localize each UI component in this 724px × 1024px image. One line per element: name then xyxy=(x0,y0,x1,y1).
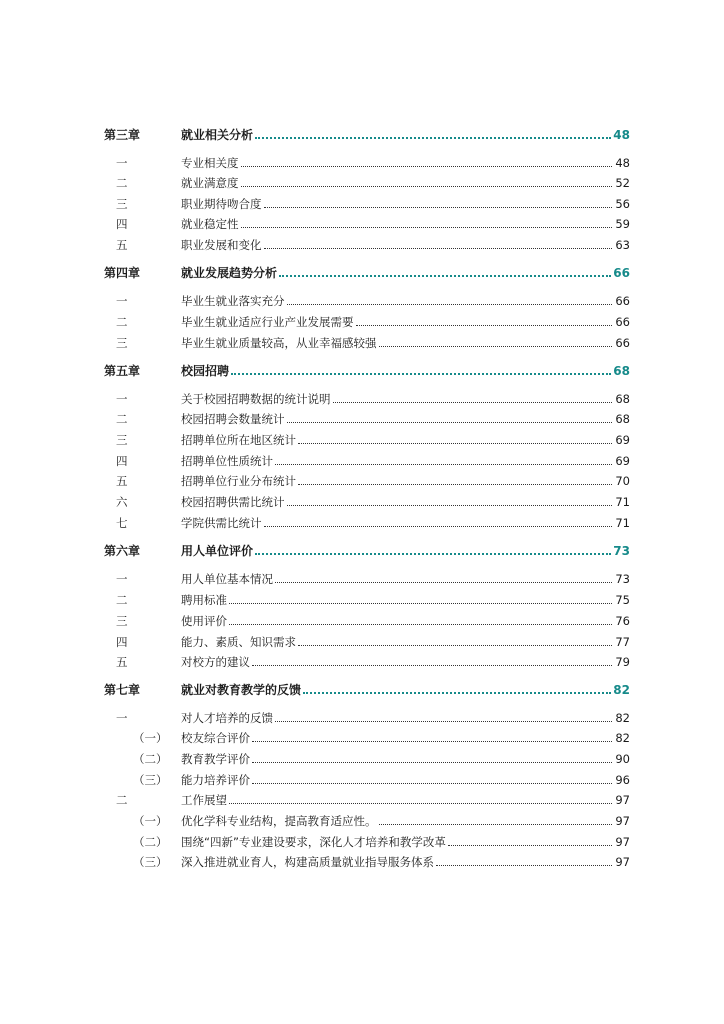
toc-entry-number: 一 xyxy=(116,392,128,406)
toc-chapter-entry[interactable] xyxy=(0,360,724,380)
toc-entry-page-number: 48 xyxy=(613,128,630,142)
toc-entry[interactable] xyxy=(0,429,724,449)
dot-leader xyxy=(252,783,612,784)
toc-entry-page-number: 56 xyxy=(615,197,630,211)
toc-entry[interactable] xyxy=(0,631,724,651)
toc-entry-number: 七 xyxy=(116,516,128,530)
toc-entry-number: （二） xyxy=(133,752,168,766)
toc-entry-page-number: 82 xyxy=(615,731,630,745)
toc-entry-title: 毕业生就业质量较高，从业幸福感较强 xyxy=(181,336,377,350)
dot-leader xyxy=(229,603,612,604)
toc-entry-number: 第七章 xyxy=(104,683,141,697)
dot-leader xyxy=(255,553,611,555)
dot-leader xyxy=(275,582,612,583)
toc-entry-title: 职业发展和变化 xyxy=(181,238,262,252)
toc-entry-number: 第六章 xyxy=(104,544,141,558)
toc-entry-number: 一 xyxy=(116,711,128,725)
toc-entry-title: 招聘单位行业分布统计 xyxy=(181,474,296,488)
toc-entry-title: 对人才培养的反馈 xyxy=(181,711,273,725)
toc-entry-page-number: 66 xyxy=(615,315,630,329)
toc-entry-title: 就业发展趋势分析 xyxy=(181,266,278,280)
toc-entry-title: 工作展望 xyxy=(181,793,227,807)
toc-entry-page-number: 97 xyxy=(615,814,630,828)
toc-entry-title: 用人单位基本情况 xyxy=(181,572,273,586)
toc-entry-title: 校友综合评价 xyxy=(181,731,250,745)
dot-leader xyxy=(379,824,613,825)
toc-entry-page-number: 97 xyxy=(615,793,630,807)
toc-entry-page-number: 48 xyxy=(615,156,630,170)
dot-leader xyxy=(241,166,613,167)
toc-entry-page-number: 71 xyxy=(615,495,630,509)
dot-leader xyxy=(229,803,612,804)
toc-entry-title: 招聘单位所在地区统计 xyxy=(181,433,296,447)
dot-leader xyxy=(241,186,613,187)
toc-entry-title: 用人单位评价 xyxy=(181,544,254,558)
toc-entry[interactable] xyxy=(0,568,724,588)
toc-entry-number: （三） xyxy=(133,773,168,787)
dot-leader xyxy=(252,762,612,763)
toc-entry-title: 校园招聘 xyxy=(181,364,230,378)
toc-entry-title: 能力培养评价 xyxy=(181,773,250,787)
dot-leader xyxy=(287,304,613,305)
toc-entry-page-number: 90 xyxy=(615,752,630,766)
toc-entry[interactable] xyxy=(0,727,724,747)
dot-leader xyxy=(241,227,613,228)
toc-entry-page-number: 69 xyxy=(615,433,630,447)
toc-entry-title: 使用评价 xyxy=(181,614,227,628)
toc-entry-number: （二） xyxy=(133,835,168,849)
dot-leader xyxy=(436,865,612,866)
toc-entry-number: 一 xyxy=(116,572,128,586)
dot-leader xyxy=(333,402,613,403)
toc-entry-page-number: 97 xyxy=(615,835,630,849)
toc-entry-page-number: 68 xyxy=(613,364,630,378)
toc-entry-number: 第四章 xyxy=(104,266,141,280)
toc-entry[interactable] xyxy=(0,213,724,233)
toc-entry[interactable] xyxy=(0,831,724,851)
toc-entry-number: 二 xyxy=(116,315,128,329)
toc-entry-number: 三 xyxy=(116,433,128,447)
toc-entry[interactable] xyxy=(0,769,724,789)
toc-entry-number: 三 xyxy=(116,614,128,628)
toc-entry-page-number: 97 xyxy=(615,855,630,869)
toc-entry-number: （一） xyxy=(133,814,168,828)
toc-entry-page-number: 69 xyxy=(615,454,630,468)
toc-entry[interactable] xyxy=(0,172,724,192)
toc-entry[interactable] xyxy=(0,707,724,727)
dot-leader xyxy=(264,207,613,208)
toc-entry-title: 毕业生就业落实充分 xyxy=(181,294,285,308)
toc-entry-title: 对校方的建议 xyxy=(181,655,250,669)
toc-entry-page-number: 75 xyxy=(615,593,630,607)
toc-entry-title: 围绕“四新”专业建设要求，深化人才培养和教学改革 xyxy=(181,835,446,849)
toc-entry-title: 校园招聘供需比统计 xyxy=(181,495,285,509)
toc-entry-number: 一 xyxy=(116,294,128,308)
toc-entry-number: 四 xyxy=(116,217,128,231)
toc-entry-page-number: 79 xyxy=(615,655,630,669)
toc-entry[interactable] xyxy=(0,193,724,213)
dot-leader xyxy=(255,137,611,139)
toc-entry-number: 五 xyxy=(116,655,128,669)
toc-entry-page-number: 66 xyxy=(615,294,630,308)
toc-entry-page-number: 71 xyxy=(615,516,630,530)
toc-entry-page-number: 82 xyxy=(613,683,630,697)
dot-leader xyxy=(229,624,612,625)
toc-entry-number: 二 xyxy=(116,593,128,607)
toc-entry-number: 六 xyxy=(116,495,128,509)
toc-entry-title: 招聘单位性质统计 xyxy=(181,454,273,468)
dot-leader xyxy=(231,373,611,375)
toc-entry-page-number: 68 xyxy=(615,392,630,406)
dot-leader xyxy=(303,692,611,694)
toc-entry[interactable] xyxy=(0,589,724,609)
toc-entry-title: 学院供需比统计 xyxy=(181,516,262,530)
toc-entry-number: 二 xyxy=(116,793,128,807)
toc-chapter-entry[interactable] xyxy=(0,679,724,699)
toc-entry-page-number: 73 xyxy=(615,572,630,586)
toc-entry-page-number: 59 xyxy=(615,217,630,231)
toc-entry[interactable] xyxy=(0,851,724,871)
toc-entry-number: 一 xyxy=(116,156,128,170)
dot-leader xyxy=(279,275,611,277)
toc-entry-title: 就业稳定性 xyxy=(181,217,239,231)
toc-entry[interactable] xyxy=(0,610,724,630)
toc-entry-number: （一） xyxy=(133,731,168,745)
toc-entry[interactable] xyxy=(0,290,724,310)
toc-entry[interactable] xyxy=(0,651,724,671)
dot-leader xyxy=(287,422,613,423)
toc-entry-number: 三 xyxy=(116,336,128,350)
dot-leader xyxy=(275,721,612,722)
toc-entry[interactable] xyxy=(0,512,724,532)
toc-entry-page-number: 77 xyxy=(615,635,630,649)
toc-entry[interactable] xyxy=(0,332,724,352)
toc-entry-page-number: 82 xyxy=(615,711,630,725)
dot-leader xyxy=(379,346,613,347)
toc-entry-number: 五 xyxy=(116,238,128,252)
dot-leader xyxy=(264,526,613,527)
toc-entry-number: 第五章 xyxy=(104,364,141,378)
toc-entry-page-number: 70 xyxy=(615,474,630,488)
toc-chapter-entry[interactable] xyxy=(0,262,724,282)
dot-leader xyxy=(356,325,613,326)
toc-entry[interactable] xyxy=(0,491,724,511)
toc-entry[interactable] xyxy=(0,408,724,428)
toc-entry-page-number: 96 xyxy=(615,773,630,787)
toc-entry-page-number: 63 xyxy=(615,238,630,252)
toc-entry-title: 教育教学评价 xyxy=(181,752,250,766)
toc-entry-number: 二 xyxy=(116,412,128,426)
toc-entry-title: 专业相关度 xyxy=(181,156,239,170)
toc-entry-number: 第三章 xyxy=(104,128,141,142)
toc-entry-number: 二 xyxy=(116,176,128,190)
toc-entry-title: 能力、素质、知识需求 xyxy=(181,635,296,649)
toc-entry[interactable] xyxy=(0,234,724,254)
toc-entry-page-number: 76 xyxy=(615,614,630,628)
toc-chapter-entry[interactable] xyxy=(0,540,724,560)
toc-entry[interactable] xyxy=(0,470,724,490)
toc-entry-title: 优化学科专业结构，提高教育适应性。 xyxy=(181,814,377,828)
toc-entry-title: 职业期待吻合度 xyxy=(181,197,262,211)
dot-leader xyxy=(287,505,613,506)
toc-entry-page-number: 68 xyxy=(615,412,630,426)
toc-entry-title: 毕业生就业适应行业产业发展需要 xyxy=(181,315,354,329)
toc-chapter-entry[interactable] xyxy=(0,124,724,144)
toc-entry[interactable] xyxy=(0,748,724,768)
toc-entry-title: 就业相关分析 xyxy=(181,128,254,142)
toc-entry-title: 就业满意度 xyxy=(181,176,239,190)
toc-entry-page-number: 52 xyxy=(615,176,630,190)
toc-entry[interactable] xyxy=(0,450,724,470)
toc-entry-number: 四 xyxy=(116,635,128,649)
dot-leader xyxy=(275,464,612,465)
dot-leader xyxy=(264,248,613,249)
dot-leader xyxy=(448,845,612,846)
dot-leader xyxy=(252,741,612,742)
toc-entry[interactable] xyxy=(0,810,724,830)
toc-entry-page-number: 73 xyxy=(613,544,630,558)
toc-entry-number: 四 xyxy=(116,454,128,468)
dot-leader xyxy=(298,645,612,646)
toc-entry[interactable] xyxy=(0,152,724,172)
toc-entry-page-number: 66 xyxy=(613,266,630,280)
toc-entry-title: 校园招聘会数量统计 xyxy=(181,412,285,426)
toc-entry[interactable] xyxy=(0,388,724,408)
toc-entry[interactable] xyxy=(0,789,724,809)
toc-entry-title: 就业对教育教学的反馈 xyxy=(181,683,302,697)
toc-entry-number: 三 xyxy=(116,197,128,211)
dot-leader xyxy=(298,443,612,444)
toc-entry-page-number: 66 xyxy=(615,336,630,350)
toc-entry-title: 聘用标准 xyxy=(181,593,227,607)
toc-entry-number: （三） xyxy=(133,855,168,869)
dot-leader xyxy=(298,484,612,485)
toc-entry-title: 关于校园招聘数据的统计说明 xyxy=(181,392,331,406)
toc-entry[interactable] xyxy=(0,311,724,331)
dot-leader xyxy=(252,665,612,666)
toc-entry-number: 五 xyxy=(116,474,128,488)
toc-entry-title: 深入推进就业育人，构建高质量就业指导服务体系 xyxy=(181,855,434,869)
